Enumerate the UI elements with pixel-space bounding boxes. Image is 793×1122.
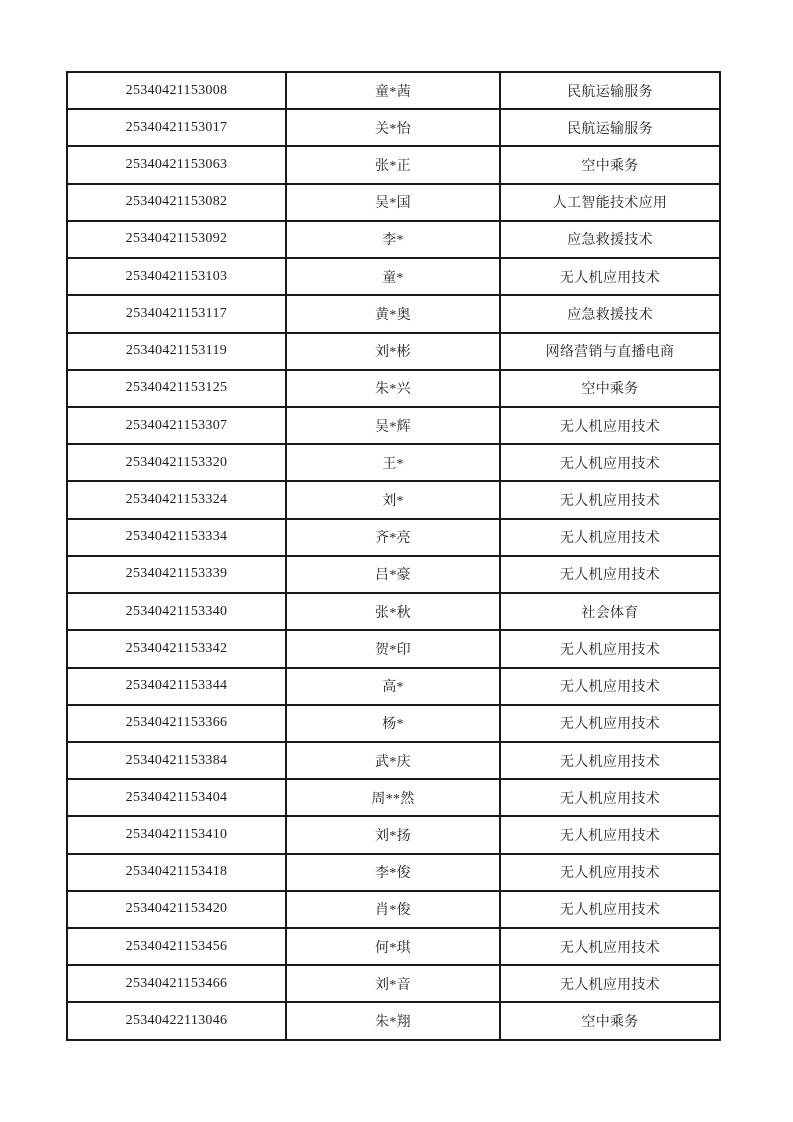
- cell-major: 无人机应用技术: [500, 630, 720, 667]
- cell-major: 无人机应用技术: [500, 407, 720, 444]
- cell-major: 无人机应用技术: [500, 779, 720, 816]
- table-row: [67, 593, 720, 630]
- cell-name: 朱*翔: [286, 1002, 500, 1040]
- cell-major: 空中乘务: [500, 370, 720, 407]
- cell-major: 无人机应用技术: [500, 816, 720, 853]
- table-row: [67, 333, 720, 370]
- candidate-list-table: [66, 71, 721, 1041]
- cell-major: 无人机应用技术: [500, 519, 720, 556]
- cell-name: 王*: [286, 444, 500, 481]
- cell-candidate-id: 25340421153466: [67, 965, 286, 1002]
- cell-major: 无人机应用技术: [500, 705, 720, 742]
- cell-name: 高*: [286, 668, 500, 705]
- table-row: [67, 109, 720, 146]
- table-row: [67, 221, 720, 258]
- cell-candidate-id: 25340421153117: [67, 295, 286, 332]
- cell-candidate-id: 25340421153334: [67, 519, 286, 556]
- cell-name: 黄*奥: [286, 295, 500, 332]
- table-row: [67, 519, 720, 556]
- table-row: [67, 295, 720, 332]
- cell-candidate-id: 25340421153092: [67, 221, 286, 258]
- cell-candidate-id: 25340421153082: [67, 184, 286, 221]
- table-row: [67, 1002, 720, 1040]
- cell-name: 关*怡: [286, 109, 500, 146]
- cell-major: 网络营销与直播电商: [500, 333, 720, 370]
- cell-major: 民航运输服务: [500, 109, 720, 146]
- cell-candidate-id: 25340421153342: [67, 630, 286, 667]
- cell-candidate-id: 25340421153063: [67, 146, 286, 183]
- cell-major: 无人机应用技术: [500, 965, 720, 1002]
- cell-candidate-id: 25340421153125: [67, 370, 286, 407]
- cell-candidate-id: 25340421153017: [67, 109, 286, 146]
- cell-name: 武*庆: [286, 742, 500, 779]
- cell-major: 空中乘务: [500, 146, 720, 183]
- cell-major: 无人机应用技术: [500, 556, 720, 593]
- cell-major: 无人机应用技术: [500, 928, 720, 965]
- cell-major: 应急救援技术: [500, 221, 720, 258]
- table-row: [67, 779, 720, 816]
- cell-name: 周**然: [286, 779, 500, 816]
- cell-name: 刘*扬: [286, 816, 500, 853]
- table-row: [67, 444, 720, 481]
- cell-name: 童*茜: [286, 72, 500, 109]
- cell-name: 李*俊: [286, 854, 500, 891]
- cell-name: 吴*国: [286, 184, 500, 221]
- table-row: [67, 258, 720, 295]
- cell-name: 刘*: [286, 481, 500, 518]
- table-row: [67, 556, 720, 593]
- table-row: [67, 928, 720, 965]
- cell-major: 无人机应用技术: [500, 481, 720, 518]
- table-row: [67, 184, 720, 221]
- cell-major: 无人机应用技术: [500, 742, 720, 779]
- table-row: [67, 370, 720, 407]
- table-row: [67, 668, 720, 705]
- cell-candidate-id: 25340421153456: [67, 928, 286, 965]
- cell-name: 吴*辉: [286, 407, 500, 444]
- cell-major: 无人机应用技术: [500, 854, 720, 891]
- cell-major: 空中乘务: [500, 1002, 720, 1040]
- cell-major: 无人机应用技术: [500, 258, 720, 295]
- cell-candidate-id: 25340421153344: [67, 668, 286, 705]
- cell-major: 应急救援技术: [500, 295, 720, 332]
- cell-candidate-id: 25340422113046: [67, 1002, 286, 1040]
- cell-candidate-id: 25340421153103: [67, 258, 286, 295]
- cell-major: 无人机应用技术: [500, 668, 720, 705]
- table-row: [67, 742, 720, 779]
- cell-major: 无人机应用技术: [500, 444, 720, 481]
- cell-major: 社会体育: [500, 593, 720, 630]
- table-body: [67, 72, 720, 1040]
- table-row: [67, 146, 720, 183]
- table-row: [67, 481, 720, 518]
- cell-candidate-id: 25340421153340: [67, 593, 286, 630]
- cell-name: 吕*豪: [286, 556, 500, 593]
- cell-candidate-id: 25340421153384: [67, 742, 286, 779]
- cell-candidate-id: 25340421153404: [67, 779, 286, 816]
- table-row: [67, 816, 720, 853]
- cell-major: 无人机应用技术: [500, 891, 720, 928]
- cell-candidate-id: 25340421153307: [67, 407, 286, 444]
- cell-candidate-id: 25340421153119: [67, 333, 286, 370]
- table-row: [67, 407, 720, 444]
- cell-major: 民航运输服务: [500, 72, 720, 109]
- cell-name: 童*: [286, 258, 500, 295]
- cell-candidate-id: 25340421153008: [67, 72, 286, 109]
- table-row: [67, 891, 720, 928]
- cell-name: 何*琪: [286, 928, 500, 965]
- cell-name: 张*正: [286, 146, 500, 183]
- cell-name: 齐*亮: [286, 519, 500, 556]
- table-row: [67, 72, 720, 109]
- table-row: [67, 965, 720, 1002]
- cell-candidate-id: 25340421153418: [67, 854, 286, 891]
- cell-name: 朱*兴: [286, 370, 500, 407]
- cell-name: 李*: [286, 221, 500, 258]
- cell-candidate-id: 25340421153420: [67, 891, 286, 928]
- cell-name: 刘*彬: [286, 333, 500, 370]
- table-row: [67, 854, 720, 891]
- cell-candidate-id: 25340421153366: [67, 705, 286, 742]
- cell-name: 肖*俊: [286, 891, 500, 928]
- cell-name: 张*秋: [286, 593, 500, 630]
- cell-major: 人工智能技术应用: [500, 184, 720, 221]
- table-row: [67, 630, 720, 667]
- cell-candidate-id: 25340421153324: [67, 481, 286, 518]
- cell-name: 杨*: [286, 705, 500, 742]
- cell-candidate-id: 25340421153339: [67, 556, 286, 593]
- cell-candidate-id: 25340421153320: [67, 444, 286, 481]
- cell-name: 刘*音: [286, 965, 500, 1002]
- cell-candidate-id: 25340421153410: [67, 816, 286, 853]
- table-row: [67, 705, 720, 742]
- cell-name: 贺*印: [286, 630, 500, 667]
